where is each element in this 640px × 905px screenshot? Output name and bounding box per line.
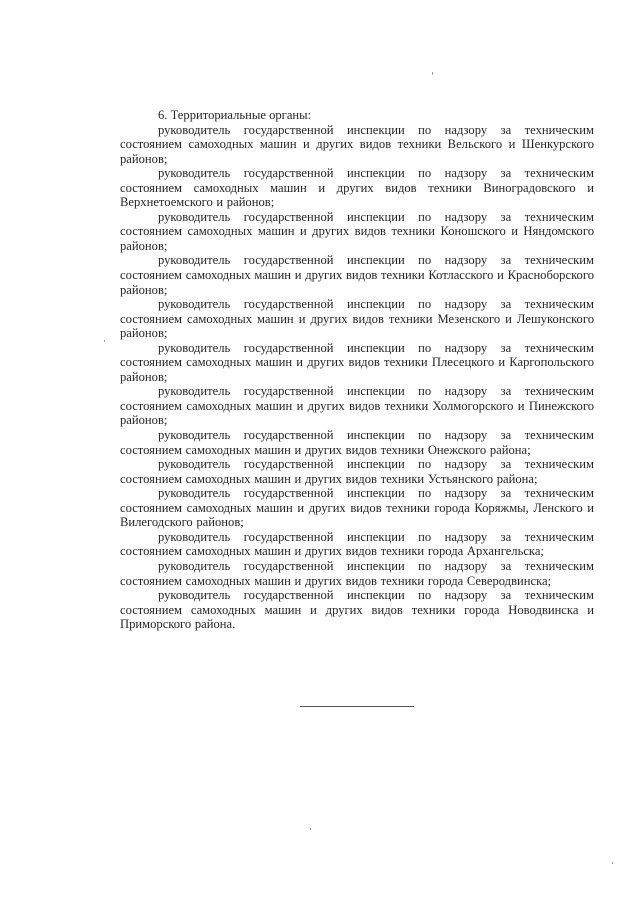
scan-speck [612, 862, 613, 864]
scan-speck [104, 340, 105, 342]
paragraph-arkhangelsk: руководитель государственной инспекции по надзору за техническим состоянием самоходных машин и других видов техники города Архангельска; [120, 529, 594, 559]
scan-speck [310, 828, 311, 830]
paragraph-velsk: руководитель государственной инспекции по надзору за техническим состоянием самоходных машин и других видов техники Вельского и Шенкурского районов; [120, 122, 594, 166]
paragraph-severodvinsk: руководитель государственной инспекции по надзору за техническим состоянием самоходных машин и других видов техники города Северодвинска; [120, 558, 594, 588]
scan-speck [432, 72, 433, 75]
paragraph-kotlas: руководитель государственной инспекции по надзору за техническим состоянием самоходных машин и других видов техники Котласского и Красноборского районов; [120, 253, 594, 297]
paragraph-vinogradovo: руководитель государственной инспекции по надзору за техническим состоянием самоходных машин и других видов техники Виноградовского и Верхнетоемского и районов; [120, 166, 594, 210]
document-body [120, 108, 594, 632]
closing-rule [300, 706, 414, 707]
paragraph-koryazhma: руководитель государственной инспекции по надзору за техническим состоянием самоходных машин и других видов техники города Коряжмы, Ленского и Вилегодского районов; [120, 486, 594, 530]
paragraph-onega: руководитель государственной инспекции по надзору за техническим состоянием самоходных машин и других видов техники Онежского района; [120, 428, 594, 457]
paragraph-plesetsk: руководитель государственной инспекции по надзору за техническим состоянием самоходных машин и других видов техники Плесецкого и Каргопольского районов; [120, 340, 594, 384]
paragraph-ustya: руководитель государственной инспекции по надзору за техническим состоянием самоходных машин и других видов техники Устьянского района; [120, 457, 594, 486]
paragraph-kholmogory: руководитель государственной инспекции по надзору за техническим состоянием самоходных машин и других видов техники Холмогорского и Пинежского районов; [120, 384, 594, 428]
paragraph-novodvinsk: руководитель государственной инспекции по надзору за техническим состоянием самоходных машин и других видов техники города Новодвинска и Приморского района. [120, 588, 594, 632]
section-heading: 6. Территориальные органы: [158, 108, 312, 122]
paragraph-mezen: руководитель государственной инспекции по надзору за техническим состоянием самоходных машин и других видов техники Мезенского и Лешуконского районов; [120, 297, 594, 341]
paragraph-konosha: руководитель государственной инспекции по надзору за техническим состоянием самоходных машин и других видов техники Коношского и Няндомского районов; [120, 209, 594, 253]
